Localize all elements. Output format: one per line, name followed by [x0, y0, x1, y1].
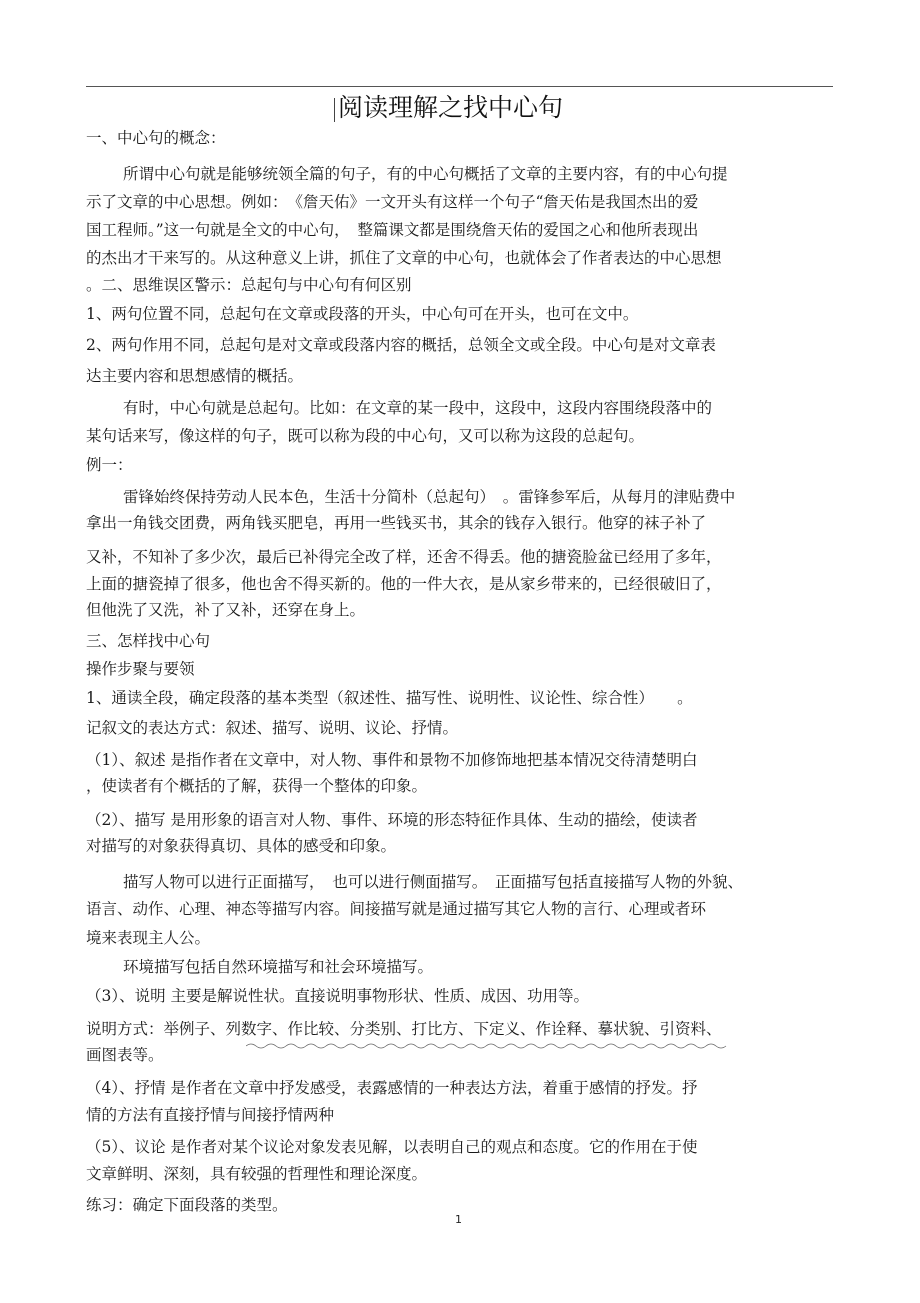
text-line: 又补，不知补了多少次，最后已补得完全改了样，还舍不得丢。他的搪瓷脸盆已经用了多年，: [86, 548, 722, 566]
text-line: 例一：: [86, 456, 133, 474]
text-line: 情的方法有直接抒情与间接抒情两种: [86, 1106, 335, 1124]
text-line: （4）、抒情 是作者在文章中抒发感受，表露感情的一种表达方法，着重于感情的抒发。抒: [86, 1079, 698, 1097]
text-line: （3）、说明 主要是解说性状。直接说明事物形状、性质、成因、功用等。: [86, 987, 590, 1005]
text-line: （5）、议论 是作者对某个议论对象发表见解，以表明自己的观点和态度。它的作用在于使: [86, 1138, 698, 1156]
page-number: 1: [455, 1213, 462, 1226]
text-line: 文章鲜明、深刻，具有较强的哲理性和理论深度。: [86, 1165, 428, 1183]
text-line: 2、两句作用不同，总起句是对文章或段落内容的概括，总领全文或全段。中心句是对文章表: [86, 336, 716, 354]
text-line: 拿出一角钱交团费，两角钱买肥皂，再用一些钱买书，其余的钱存入银行。他穿的袜子补了: [86, 514, 707, 532]
page-title: 阅读理解之找中心句: [338, 93, 564, 122]
text-line: （1）、叙述 是指作者在文章中，对人物、事件和景物不加修饰地把基本情况交待清楚明白: [86, 751, 698, 769]
text-line: 三、怎样找中心句: [86, 632, 211, 650]
text-line: 记叙文的表达方式：叙述、描写、说明、议论、抒情。: [86, 719, 459, 737]
text-line: 某句话来写，像这样的句子，既可以称为段的中心句，又可以称为这段的总起句。: [86, 427, 645, 445]
text-line: 有时，中心句就是总起句。比如：在文章的某一段中，这段中，这段内容围绕段落中的: [123, 399, 713, 417]
text-line: 语言、动作、心理、神态等描写内容。间接描写就是通过描写其它人物的言行、心理或者环: [86, 900, 707, 918]
text-line: 环境描写包括自然环境描写和社会环境描写。: [123, 958, 434, 976]
text-line: 画图表等。: [86, 1046, 164, 1064]
text-line: 操作步聚与要领: [86, 660, 195, 678]
text-line: 上面的搪瓷掉了很多，他也舍不得买新的。他的一件大衣，是从家乡带来的，已经很破旧了，: [86, 575, 722, 593]
text-line: 的杰出才干来写的。从这种意义上讲，抓住了文章的中心句，也就体会了作者表达的中心思想: [86, 249, 722, 267]
wavy-underline: [246, 1042, 766, 1050]
text-line: 练习：确定下面段落的类型。: [86, 1196, 288, 1214]
text-line: 但他洗了又洗，补了又补，还穿在身上。: [86, 601, 366, 619]
text-line: 一、中心句的概念：: [86, 129, 226, 147]
text-line: 对描写的对象获得真切、具体的感受和印象。: [86, 837, 397, 855]
text-line: 国工程师。”这一句就是全文的中心句， 整篇课文都是围绕詹天佑的爱国之心和他所表现出: [86, 221, 699, 239]
title-cursor-bar: [334, 98, 335, 122]
text-line: 描写人物可以进行正面描写， 也可以进行侧面描写。 正面描写包括直接描写人物的外貌、: [123, 873, 744, 891]
text-line: 1、两句位置不同，总起句在文章或段落的开头，中心句可在开头，也可在文中。: [86, 305, 639, 323]
text-line: 。二、思维误区警示：总起句与中心句有何区别: [86, 276, 412, 294]
top-rule: [86, 86, 833, 87]
text-line: 所谓中心句就是能够统领全篇的句子，有的中心句概括了文章的主要内容，有的中心句提: [123, 165, 728, 183]
text-line: 境来表现主人公。: [86, 929, 211, 947]
text-line: 说明方式：举例子、列数字、作比较、分类别、打比方、下定义、作诠释、摹状貌、引资料、: [86, 1020, 722, 1038]
text-line: 1、通读全段，确定段落的基本类型（叙述性、描写性、说明性、议论性、综合性） 。: [86, 689, 693, 707]
text-line: 达主要内容和思想感情的概括。: [86, 367, 304, 385]
text-line: （2）、描写 是用形象的语言对人物、事件、环境的形态特征作具体、生动的描绘，使读者: [86, 811, 698, 829]
text-line: 示了文章的中心思想。例如： 《詹天佑》一文开头有这样一个句子“詹天佑是我国杰出的爱: [86, 193, 699, 211]
text-line: 雷锋始终保持劳动人民本色，生活十分简朴（总起句） 。雷锋参军后，从每月的津贴费中: [123, 488, 736, 506]
text-line: ，使读者有个概括的了解，获得一个整体的印象。: [86, 777, 428, 795]
